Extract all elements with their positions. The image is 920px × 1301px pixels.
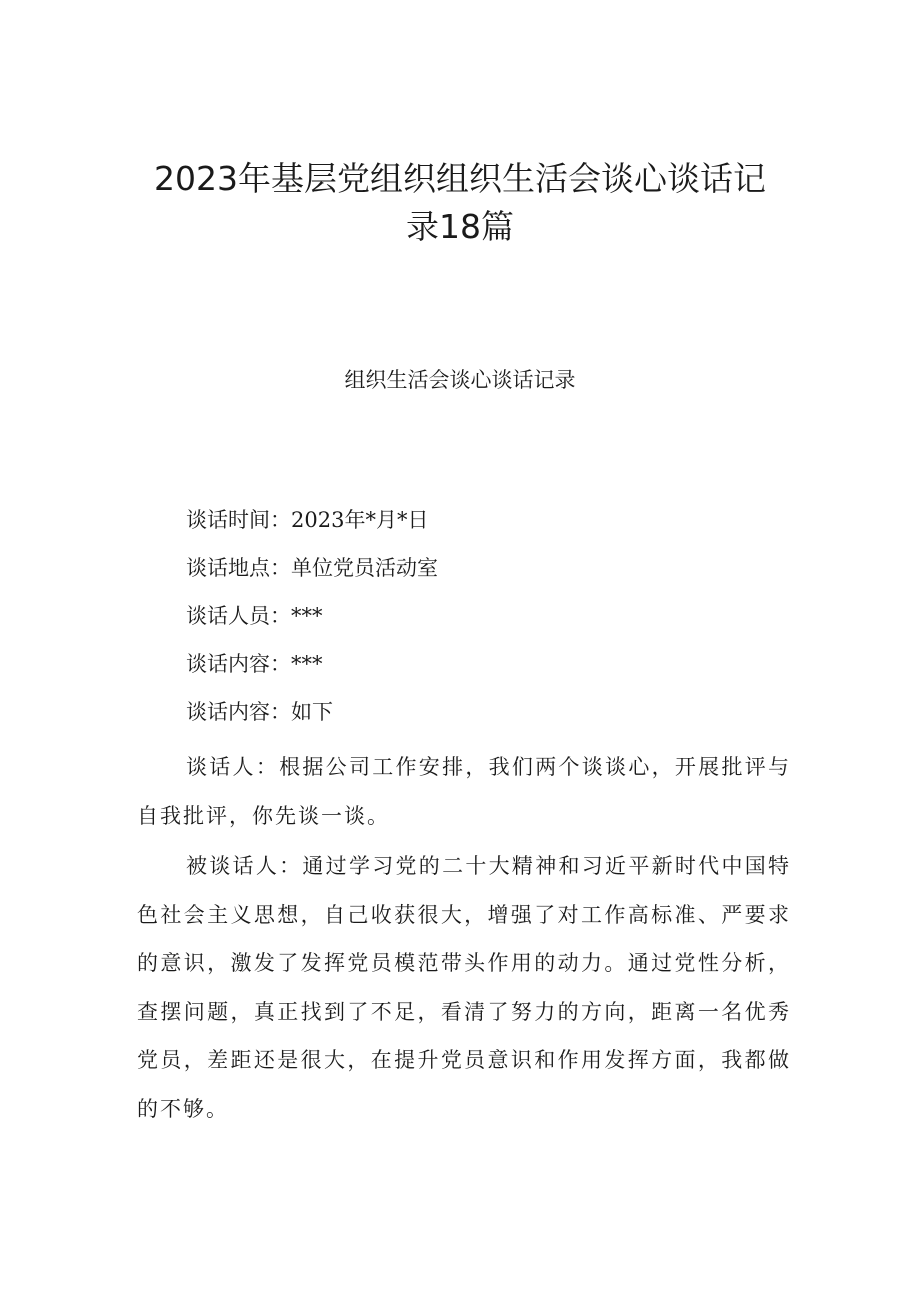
document-title xyxy=(120,155,800,251)
paragraph-interviewee: 被谈话人：通过学习党的二十大精神和习近平新时代中国特色社会主义思想，自己收获很大，增强了对工作高标准、严要求的意识，激发了发挥党员模范带头作用的动力。通过党性分析，查摆问题，真正找到了不足，看清了努力的方向，距离一名优秀党员，差距还是很大，在提升党员意识和作用发挥方面，我都做的不够。 xyxy=(137,854,791,1121)
document-body xyxy=(137,743,791,1135)
paragraph-interviewer: 谈话人：根据公司工作安排，我们两个谈谈心，开展批评与自我批评，你先谈一谈。 xyxy=(137,755,791,828)
meta-time: 谈话时间：2023年*月*日 xyxy=(186,508,429,532)
meta-content: 谈话内容：*** xyxy=(186,652,323,676)
meta-location: 谈话地点：单位党员活动室 xyxy=(186,556,438,580)
meta-participants: 谈话人员：*** xyxy=(186,604,323,628)
section-heading: 组织生活会谈心谈话记录 xyxy=(344,368,576,392)
meta-content-detail: 谈话内容：如下 xyxy=(186,700,333,724)
meeting-meta-list xyxy=(186,505,438,745)
document-title-line-2: 录18篇 xyxy=(406,207,514,246)
document-title-line-1: 2023年基层党组织组织生活会谈心谈话记 xyxy=(154,159,766,198)
